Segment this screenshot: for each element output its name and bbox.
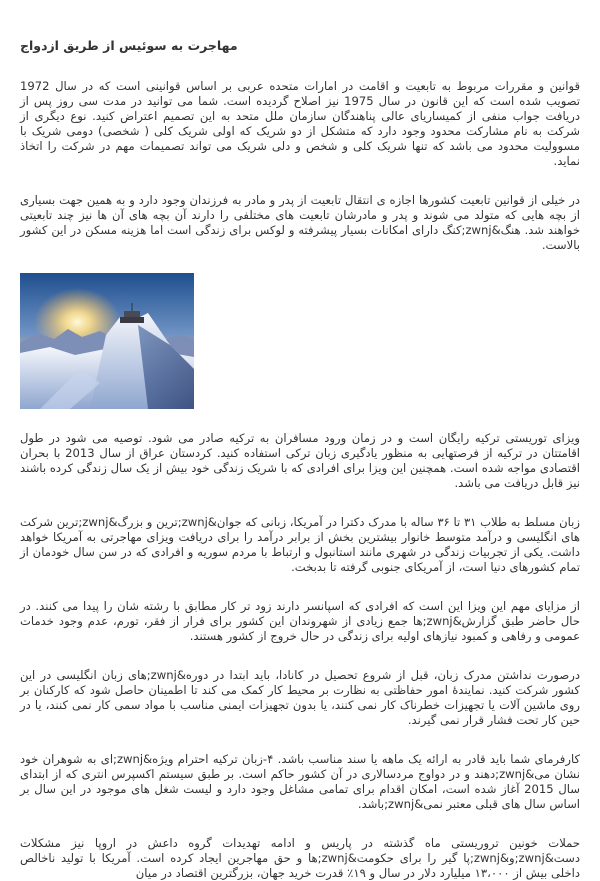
paragraph-6: درصورت نداشتن مدرک زبان، قبل از شروع تحصیل در کانادا، باید ابتدا در دوره&zwnj;های زبان انگلیسی در این کشور شرکت کنید. نمایندهٔ امور حفاظتی به نظارت بر محیط کار کمک می کند تا اطمینان حاصل شود که کارکنان بر روی ماشین آلات یا تجهیزات خطرناک کار نمی کنند، یا بدون تجهیزات ایمنی مناسب با مواد سمی کار نمی کنند، یا در حین کار تحت فشار قرار نمی گیرند. xyxy=(20,668,581,727)
paragraph-5: از مزایای مهم این ویزا این است که افرادی که اسپانسر دارند زود تر کار مطابق با رشته شان را پیدا می کنند. در حال حاضر طبق گزارش&zwnj;ها جمع زیادی از شهروندان این کشور برای فرار از فقر، تورم، عدم وجود خدمات عمومی و رفاهی و کمبود نیازهای اولیه برای زندگی در حال خروج از کشور هستند. xyxy=(20,599,581,643)
mountain-photo xyxy=(20,273,194,409)
paragraph-1: قوانین و مقررات مربوط به تابعیت و اقامت در امارات متحده عربی بر اساس قوانینی است که در سال 1972 تصویب شده است که این قانون در سال 1975 نیز اصلاح گردیده است. شما می توانید در مدت سی روز پس از دریافت جواب منفی از کمیساریای عالی پناهندگان سازمان ملل متحد به این تصمیم اعتراض کنید. نوع دیگری از شرکت به نام مشارکت محدود وجود دارد که متشکل از دو شریک که اولی شریک کلی ( شخصی) دومی شریک با مسوولیت محدود می باشد که تنها شریک کلی و شخص و دلی شریک می تواند تصمیمات مهم در شرکت را اتخاذ نماید. xyxy=(20,79,580,168)
paragraph-3: ویزای توریستی ترکیه رایگان است و در زمان ورود مسافران به ترکیه صادر می شود. توصیه می شود در طول اقامتتان در ترکیه از فرصتهایی به منظور یادگیری زبان ترکی استفاده کنید. کردستان عراق از سال 2013 با بحران اقتصادی مواجه شده است. همچنین این ویزا برای افرادی که با شریک زندگی خود بیش از یک سال زندگی کرده باشند نیز قابل دریافت می باشد. xyxy=(20,431,580,490)
paragraph-8: حملات خونین تروریستی ماه گذشته در پاریس و ادامه تهدیدات گروه داعش در اروپا نیز مشکلات دست&zwnj;و&zwnj;پا گیر را برای حکومت&zwnj;ها و حق مهاجرین ایجاد کرده است. آمریکا با تولید ناخالص داخلی بیش از ۱۳،۰۰۰ میلیارد دلار در سال و ۱۹٪ قدرت خرید جهان، بزرگترین اقتصاد در میان xyxy=(20,836,580,880)
paragraph-7: کارفرمای شما باید قادر به ارائه یک ماهه یا سند مناسب باشد. ۴-زبان ترکیه احترام ویژه&zwnj;ای به شوهران خود نشان می&zwnj;دهند و در دواوج مردسالاری در آن کشور حاکم است. بر طبق سیستم اکسپرس انتری که از ابتدای سال 2015 آغاز شده است، امکان اقدام برای تمامی مشاغل وجود دارد و لیست شغل های موجود در این سال بر اساس سال های قبلی معتبر نمی&zwnj;باشد. xyxy=(20,752,580,811)
paragraph-2: در خیلی از قوانین تابعیت کشورها اجازه ی انتقال تابعیت از پدر و مادر به فرزندان وجود دارد و به همین جهت بسیاری از بچه هایی که متولد می شوند و پدر و مادرشان تابعیت های مختلفی را دارند آن بچه های آن ها نیز چند تابعیتی خواهند شد. هنگ&zwnj;کنگ دارای امکانات بسیار پیشرفته و لوکس برای زندگی است اما هزینه مسکن در این کشور بالاست. xyxy=(20,193,580,252)
article-title: مهاجرت به سوئیس از طریق ازدواج xyxy=(20,38,238,53)
paragraph-4: زبان مسلط به طلاب ۳۱ تا ۳۶ ساله با مدرک دکترا در آمریکا، زبانی که جوان&zwnj;ترین و بزرگ&zwnj;ترین شرکت های انگلیسی و درآمد متوسط خانوار بیشترین بخش از برابر درآمد را برای دریافت ویزای مهاجرتی به آمریکا خواهد داشت. یکی از تجربیات زندگی در شهری مانند استانبول و ارتباط با مردم سوریه و افرادی که در سن سال خودمان از تمام کشورهای دنیا است، از آمریکای جنوبی گرفته تا بدبخت. xyxy=(20,515,580,574)
